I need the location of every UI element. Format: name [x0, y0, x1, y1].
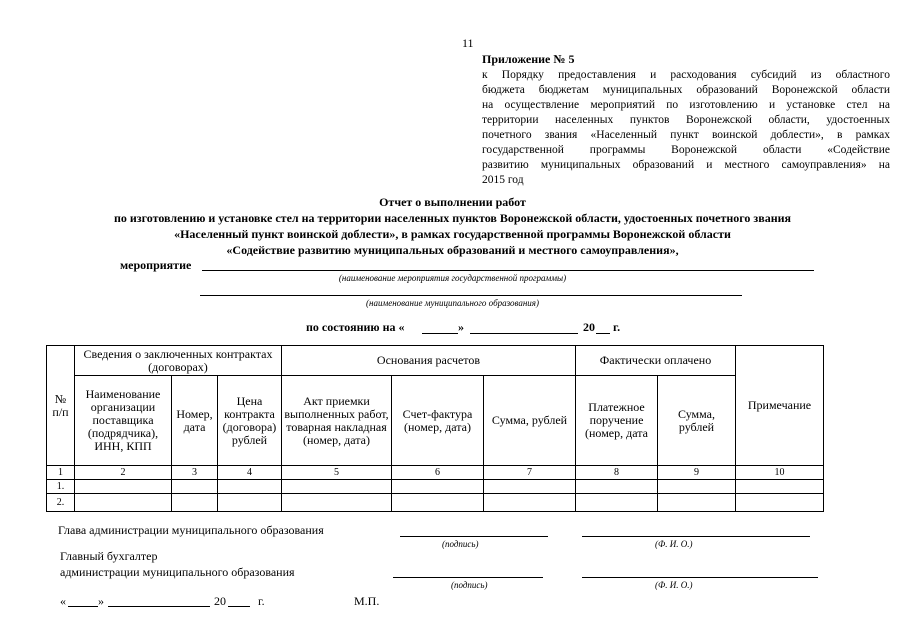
report-title: Отчет о выполнении работ — [379, 195, 526, 209]
sum2-header: Сумма, рублей — [658, 376, 736, 466]
table-cell[interactable] — [282, 480, 392, 494]
table-cell[interactable] — [736, 494, 824, 512]
col-number: 7 — [484, 466, 576, 480]
date-open-quote: « — [60, 594, 66, 608]
col-number: 4 — [218, 466, 282, 480]
contracts-group-header: Сведения о заключенных контрактах (договорах) — [75, 346, 282, 376]
col-number: 6 — [392, 466, 484, 480]
table-cell[interactable] — [218, 494, 282, 512]
paid-group-header: Фактически оплачено — [576, 346, 736, 376]
table-cell[interactable] — [658, 480, 736, 494]
col-number: 9 — [658, 466, 736, 480]
sum1-header: Сумма, рублей — [484, 376, 576, 466]
col-number: 10 — [736, 466, 824, 480]
municipality-caption: (наименование муниципального образования) — [366, 298, 539, 308]
date-day-line[interactable] — [68, 606, 98, 607]
appendix-line: территории населенных пунктов Воронежской области, удостоенных — [482, 114, 890, 126]
appendix-line: бюджета бюджетам муниципальных образований Воронежской области — [482, 84, 890, 96]
appendix-line: развитию муниципальных образований и местного самоуправления» на — [482, 159, 890, 171]
basis-group-header: Основания расчетов — [282, 346, 576, 376]
table-cell[interactable] — [576, 494, 658, 512]
report-subtitle-1: по изготовлению и установке стел на территории населенных пунктов Воронежской области, удостоенных почетного звания — [113, 211, 792, 225]
head-signature-line[interactable] — [400, 536, 548, 537]
appendix-line: почетного звания «Населенный пункт воинской доблести», в рамках — [482, 129, 890, 141]
table-cell[interactable] — [392, 494, 484, 512]
table-cell[interactable] — [392, 480, 484, 494]
act-header: Акт приемки выполненных работ, товарная накладная (номер, дата) — [282, 376, 392, 466]
payment-order-header: Платежное поручение (номер, дата — [576, 376, 658, 466]
event-label: мероприятие — [120, 258, 192, 272]
table-cell[interactable] — [484, 494, 576, 512]
event-field-line[interactable] — [202, 270, 814, 271]
appendix-line: на осуществление мероприятий по изготовлению и установке стел на — [482, 99, 890, 111]
report-table — [46, 345, 824, 512]
col-number: 8 — [576, 466, 658, 480]
date-year-prefix: 20 — [214, 594, 226, 608]
col-number: 2 — [75, 466, 172, 480]
state-day-line[interactable] — [422, 333, 458, 334]
state-label: по состоянию на « — [306, 320, 405, 334]
supplier-header: Наименование организации поставщика (подрядчика), ИНН, КПП — [75, 376, 172, 466]
accountant-fio-caption: (Ф. И. О.) — [655, 580, 693, 590]
head-signature-caption: (подпись) — [442, 539, 479, 549]
accountant-signature-line[interactable] — [393, 577, 543, 578]
number-date-header: Номер, дата — [172, 376, 218, 466]
col-num-header: № п/п — [47, 346, 75, 466]
date-year-suffix: г. — [258, 594, 265, 608]
table-cell[interactable] — [484, 480, 576, 494]
table-cell[interactable] — [282, 494, 392, 512]
table-cell[interactable] — [75, 480, 172, 494]
table-cell[interactable] — [658, 494, 736, 512]
table-cell[interactable] — [172, 480, 218, 494]
stamp-label: М.П. — [354, 594, 380, 608]
date-month-line[interactable] — [108, 606, 210, 607]
table-cell[interactable] — [75, 494, 172, 512]
price-header: Цена контракта (договора) рублей — [218, 376, 282, 466]
appendix-line: 2015 год — [482, 174, 524, 186]
accountant-signature-caption: (подпись) — [451, 580, 488, 590]
col-number: 1 — [47, 466, 75, 480]
note-header: Примечание — [736, 346, 824, 466]
col-number: 3 — [172, 466, 218, 480]
event-caption: (наименование мероприятия государственной программы) — [338, 273, 567, 283]
col-number: 5 — [282, 466, 392, 480]
page-number: 11 — [462, 36, 474, 50]
accountant-label-1: Главный бухгалтер — [60, 549, 158, 563]
municipality-field-line[interactable] — [200, 295, 742, 296]
state-year-line[interactable] — [596, 333, 610, 334]
appendix-line: государственной программы Воронежской области «Содействие — [482, 144, 890, 156]
accountant-fio-line[interactable] — [582, 577, 818, 578]
accountant-label-2: администрации муниципального образования — [60, 565, 295, 579]
state-year-suffix: г. — [613, 320, 621, 334]
table-cell[interactable] — [736, 480, 824, 494]
table-row-number: 1. — [47, 480, 75, 494]
table-row-number: 2. — [47, 494, 75, 512]
head-fio-line[interactable] — [582, 536, 810, 537]
state-quote: » — [458, 320, 464, 334]
table-cell[interactable] — [576, 480, 658, 494]
invoice-header: Счет-фактура (номер, дата) — [392, 376, 484, 466]
date-year-line[interactable] — [228, 606, 250, 607]
state-year-prefix: 20 — [583, 320, 595, 334]
head-label: Глава администрации муниципального образования — [58, 523, 324, 537]
date-close-quote: » — [98, 594, 104, 608]
table-cell[interactable] — [172, 494, 218, 512]
table-cell[interactable] — [218, 480, 282, 494]
appendix-text — [482, 68, 890, 188]
report-subtitle-3: «Содействие развитию муниципальных образований и местного самоуправления», — [226, 243, 679, 257]
report-subtitle-2: «Населенный пункт воинской доблести», в рамках государственной программы Воронежской области — [174, 227, 731, 241]
appendix-line: к Порядку предоставления и расходования субсидий из областного — [482, 69, 890, 81]
state-month-line[interactable] — [470, 333, 578, 334]
head-fio-caption: (Ф. И. О.) — [655, 539, 693, 549]
appendix-title: Приложение № 5 — [482, 52, 575, 66]
